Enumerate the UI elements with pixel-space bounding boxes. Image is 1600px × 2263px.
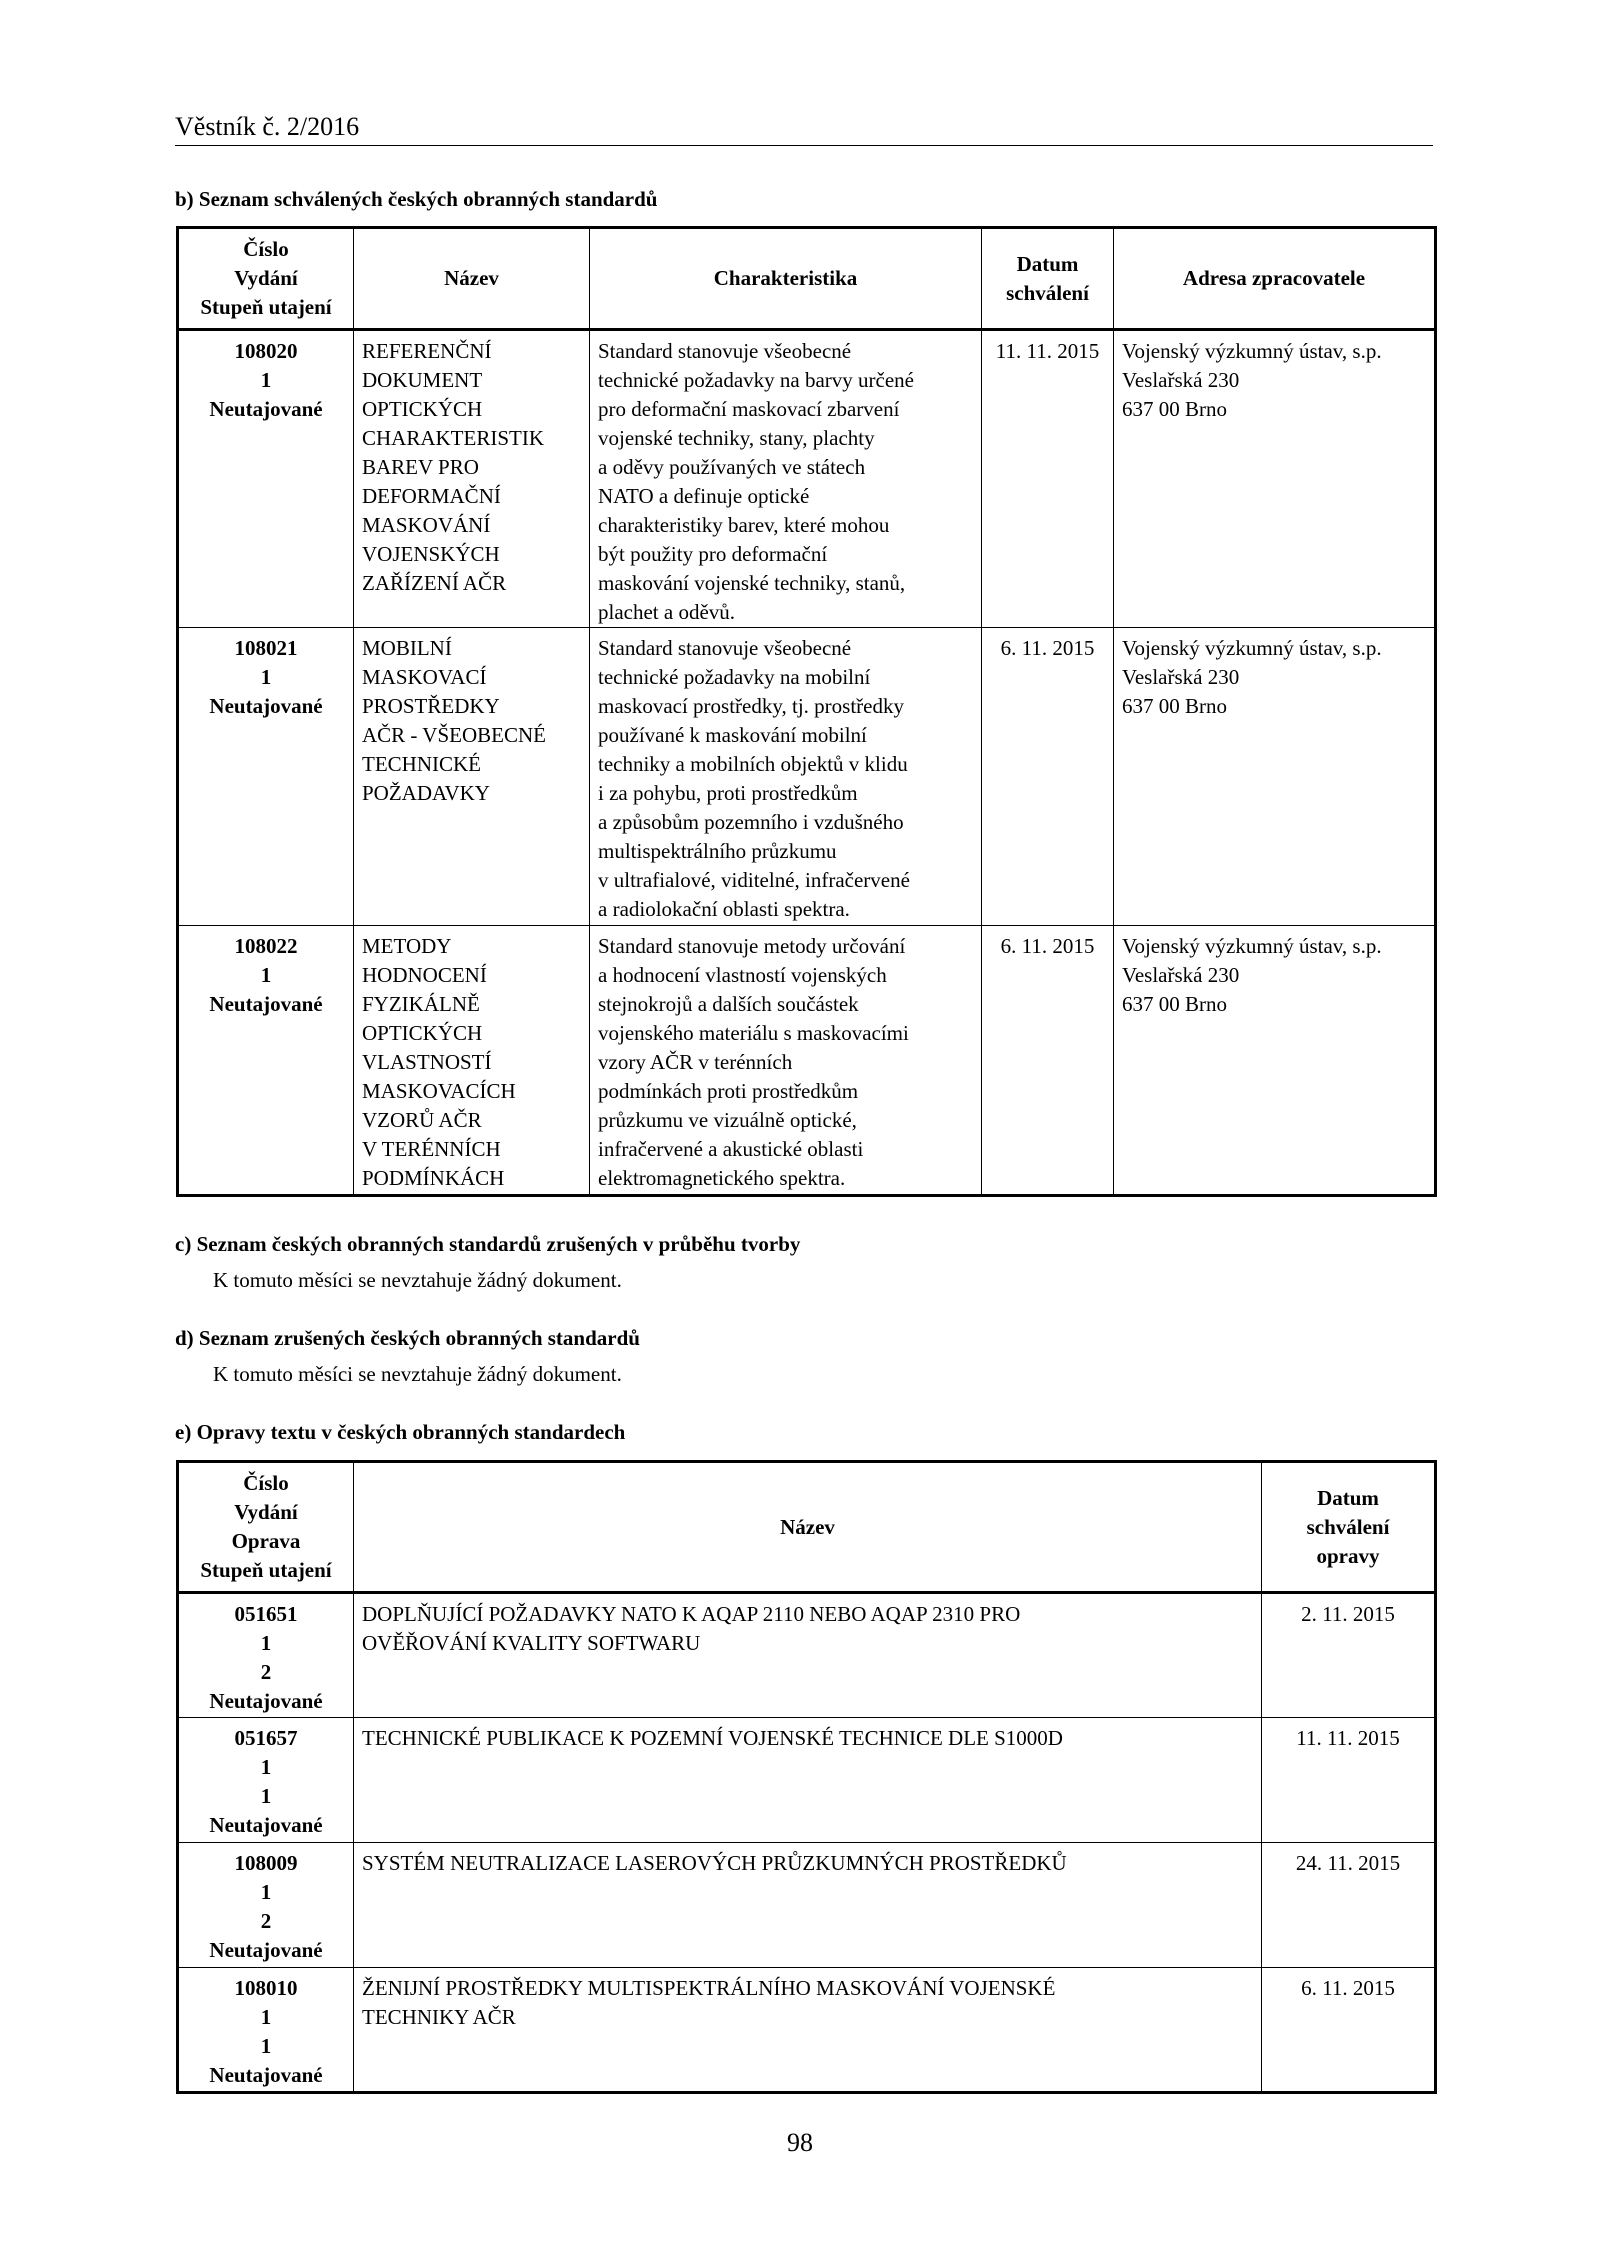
row-date-cell: 11. 11. 2015 — [982, 330, 1114, 628]
table-row — [178, 628, 1436, 926]
row-name-cell: MOBILNÍ MASKOVACÍ PROSTŘEDKY AČR - VŠEOBECNÉ TECHNICKÉ POŽADAVKY — [354, 628, 590, 926]
row-name-cell: TECHNICKÉ PUBLIKACE K POZEMNÍ VOJENSKÉ TECHNICE DLE S1000D — [354, 1718, 1262, 1843]
approved-standards-table — [176, 226, 1437, 1197]
col-header-id: Číslo Vydání Stupeň utajení — [178, 228, 354, 330]
corrections-table — [176, 1460, 1437, 2094]
section-e-heading: e) Opravy textu v českých obranných standardech — [175, 1420, 626, 1444]
col-header-name: Název — [354, 1462, 1262, 1593]
page-number: 98 — [787, 2128, 813, 2157]
table-row — [178, 330, 1436, 628]
row-characteristics-cell: Standard stanovuje všeobecné technické požadavky na mobilní maskovací prostředky, tj. prostředky používané k maskování mobilní techniky a mobilních objektů v klidu i za pohybu, proti prostředkům a způsobům pozemního i vzdušného multispektrálního průzkumu v ultrafialové, viditelné, infračervené a radiolokační oblasti spektra. — [590, 628, 982, 926]
row-characteristics-cell: Standard stanovuje všeobecné technické požadavky na barvy určené pro deformační maskovací zbarvení vojenské techniky, stany, plachty a oděvy používaných ve státech NATO a definuje optické charakteristiky barev, které mohou být použity pro deformační maskování vojenské techniky, stanů, plachet a oděvů. — [590, 330, 982, 628]
table-header-row — [178, 1462, 1436, 1593]
page-header-title: Věstník č. 2/2016 — [175, 112, 360, 141]
row-name-cell: METODY HODNOCENÍ FYZIKÁLNĚ OPTICKÝCH VLASTNOSTÍ MASKOVACÍCH VZORŮ AČR V TERÉNNÍCH PODMÍNKÁCH — [354, 926, 590, 1196]
col-header-address: Adresa zpracovatele — [1114, 228, 1436, 330]
header-rule — [175, 145, 1433, 146]
row-date-cell: 24. 11. 2015 — [1262, 1843, 1436, 1968]
col-header-name: Název — [354, 228, 590, 330]
table-row — [178, 1718, 1436, 1843]
col-header-date: Datum schválení — [982, 228, 1114, 330]
col-header-characteristics: Charakteristika — [590, 228, 982, 330]
row-date-cell: 11. 11. 2015 — [1262, 1718, 1436, 1843]
section-c-heading: c) Seznam českých obranných standardů zrušených v průběhu tvorby — [175, 1232, 801, 1256]
row-address-cell: Vojenský výzkumný ústav, s.p. Veslařská 230 637 00 Brno — [1114, 628, 1436, 926]
table-header-row — [178, 228, 1436, 330]
col-header-date: Datum schválení opravy — [1262, 1462, 1436, 1593]
section-d-heading: d) Seznam zrušených českých obranných standardů — [175, 1326, 640, 1350]
table-row — [178, 1968, 1436, 2093]
section-b-heading: b) Seznam schválených českých obranných standardů — [175, 187, 658, 211]
row-name-cell: SYSTÉM NEUTRALIZACE LASEROVÝCH PRŮZKUMNÝCH PROSTŘEDKŮ — [354, 1843, 1262, 1968]
row-date-cell: 6. 11. 2015 — [982, 628, 1114, 926]
col-header-id: Číslo Vydání Oprava Stupeň utajení — [178, 1462, 354, 1593]
row-id-cell: 108021 1 Neutajované — [178, 628, 354, 926]
row-date-cell: 2. 11. 2015 — [1262, 1593, 1436, 1718]
row-id-cell: 051657 1 1 Neutajované — [178, 1718, 354, 1843]
row-id-cell: 108010 1 1 Neutajované — [178, 1968, 354, 2093]
row-date-cell: 6. 11. 2015 — [982, 926, 1114, 1196]
row-name-cell: DOPLŇUJÍCÍ POŽADAVKY NATO K AQAP 2110 NEBO AQAP 2310 PRO OVĚŘOVÁNÍ KVALITY SOFTWARU — [354, 1593, 1262, 1718]
row-name-cell: ŽENIJNÍ PROSTŘEDKY MULTISPEKTRÁLNÍHO MASKOVÁNÍ VOJENSKÉ TECHNIKY AČR — [354, 1968, 1262, 2093]
section-d-note: K tomuto měsíci se nevztahuje žádný dokument. — [213, 1362, 622, 1386]
row-id-cell: 051651 1 2 Neutajované — [178, 1593, 354, 1718]
table-row — [178, 926, 1436, 1196]
row-id-cell: 108022 1 Neutajované — [178, 926, 354, 1196]
row-address-cell: Vojenský výzkumný ústav, s.p. Veslařská 230 637 00 Brno — [1114, 926, 1436, 1196]
row-date-cell: 6. 11. 2015 — [1262, 1968, 1436, 2093]
row-characteristics-cell: Standard stanovuje metody určování a hodnocení vlastností vojenských stejnokrojů a dalších součástek vojenského materiálu s maskovacími vzory AČR v terénních podmínkách proti prostředkům průzkumu ve vizuálně optické, infračervené a akustické oblasti elektromagnetického spektra. — [590, 926, 982, 1196]
section-c-note: K tomuto měsíci se nevztahuje žádný dokument. — [213, 1268, 622, 1292]
table-row — [178, 1843, 1436, 1968]
row-name-cell: REFERENČNÍ DOKUMENT OPTICKÝCH CHARAKTERISTIK BAREV PRO DEFORMAČNÍ MASKOVÁNÍ VOJENSKÝCH ZAŘÍZENÍ AČR — [354, 330, 590, 628]
row-id-cell: 108020 1 Neutajované — [178, 330, 354, 628]
row-address-cell: Vojenský výzkumný ústav, s.p. Veslařská 230 637 00 Brno — [1114, 330, 1436, 628]
row-id-cell: 108009 1 2 Neutajované — [178, 1843, 354, 1968]
table-row — [178, 1593, 1436, 1718]
